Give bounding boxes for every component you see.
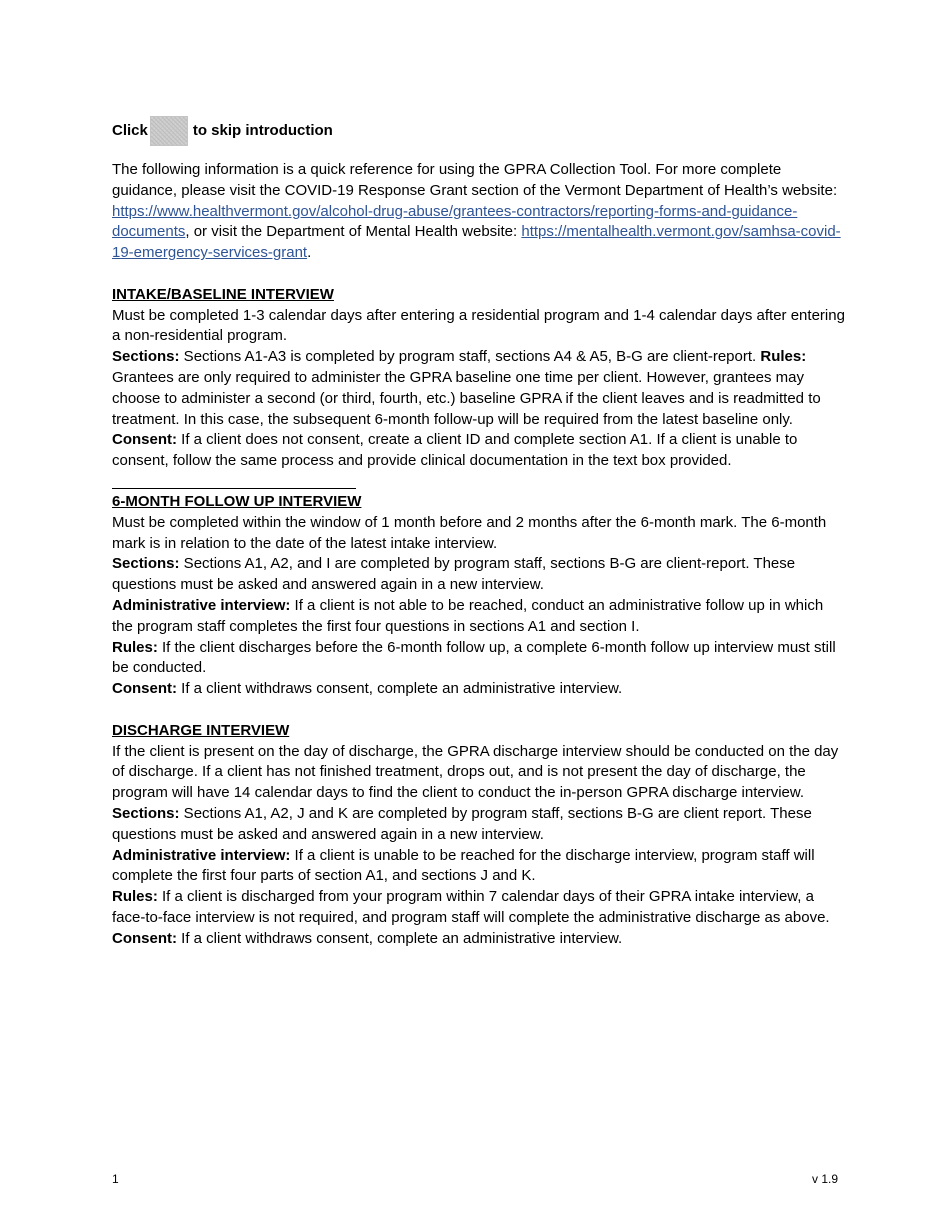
followup-section bbox=[112, 492, 847, 700]
intake-timing: Must be completed 1-3 calendar days after entering a residential program and 1-4 calendar days after entering a non-residential program. bbox=[112, 306, 845, 345]
intake-heading: INTAKE/BASELINE INTERVIEW bbox=[112, 285, 334, 303]
followup-rules bbox=[112, 638, 847, 680]
rules-label: Rules: bbox=[112, 638, 158, 656]
admin-text: If a client is not able to be reached, conduct an administrative follow up in which the program staff completes the first four questions in sections A1 and section I. bbox=[112, 596, 824, 635]
document-page bbox=[112, 118, 847, 949]
discharge-sections bbox=[112, 804, 847, 846]
rules-label: Rules: bbox=[112, 888, 158, 906]
followup-heading: 6-MONTH FOLLOW UP INTERVIEW bbox=[112, 492, 362, 510]
rules-text: If a client is discharged from your program within 7 calendar days of their GPRA intake interview, a face-to-face interview is not required, and program staff will complete the administrative discharge as above. bbox=[112, 888, 830, 926]
intake-section bbox=[112, 285, 847, 472]
followup-consent bbox=[112, 679, 847, 700]
discharge-rules bbox=[112, 887, 847, 929]
page-number: 1 bbox=[112, 1172, 119, 1186]
intake-consent bbox=[112, 430, 847, 472]
consent-text: If a client withdraws consent, complete an administrative interview. bbox=[177, 680, 623, 698]
mental-health-link[interactable]: https://mentalhealth.vermont.gov/samhsa-covid-19-emergency-services-grant bbox=[112, 223, 841, 262]
intro-text-3: . bbox=[307, 244, 312, 262]
consent-label: Consent: bbox=[112, 680, 177, 698]
discharge-section bbox=[112, 721, 847, 950]
version-label: v 1.9 bbox=[811, 1172, 838, 1186]
skip-introduction-row bbox=[112, 118, 847, 144]
admin-label: Administrative interview: bbox=[112, 596, 291, 614]
followup-admin bbox=[112, 596, 847, 638]
rules-label: Rules: bbox=[760, 348, 807, 366]
section-divider bbox=[112, 488, 356, 489]
discharge-timing: If the client is present on the day of discharge, the GPRA discharge interview should be conducted on the day of discharge. If a client has not finished treatment, drops out, and is not present the day of discharge, the program will have 14 calendar days to find the client to conduct the in-person GPRA discharge interview. bbox=[112, 742, 839, 802]
consent-text: If a client does not consent, create a client ID and complete section A1. If a client is unable to consent, follow the same process and provide clinical documentation in the text box provided. bbox=[112, 431, 798, 470]
admin-label: Administrative interview: bbox=[112, 846, 291, 864]
discharge-consent bbox=[112, 929, 847, 950]
skip-suffix: to skip introduction bbox=[192, 121, 333, 139]
health-vermont-link[interactable]: https://www.healthvermont.gov/alcohol-drug-abuse/grantees-contractors/reporting-forms-and-guidance-documents bbox=[112, 202, 798, 241]
sections-label: Sections: bbox=[112, 804, 180, 822]
sections-text: Sections A1, A2, and I are completed by program staff, sections B-G are client-report. These questions must be asked and answered again in a new interview. bbox=[112, 555, 796, 594]
consent-label: Consent: bbox=[112, 431, 177, 449]
sections-text: Sections A1-A3 is completed by program staff, sections A4 & A5, B-G are client-report. bbox=[179, 348, 761, 366]
discharge-admin bbox=[112, 846, 847, 888]
skip-prefix: Click bbox=[112, 121, 148, 139]
admin-text: If a client is unable to be reached for the discharge interview, program staff will complete the first four parts of section A1, and sections J and K. bbox=[112, 846, 815, 885]
skip-introduction-button[interactable] bbox=[150, 116, 188, 146]
intro-text-1: The following information is a quick reference for using the GPRA Collection Tool. For more complete guidance, please visit the COVID-19 Response Grant section of the Vermont Department of Health’s website: bbox=[112, 161, 838, 199]
sections-label: Sections: bbox=[112, 555, 180, 573]
sections-label: Sections: bbox=[112, 348, 180, 366]
sections-text: Sections A1, A2, J and K are completed by program staff, sections B-G are client report. These questions must be asked and answered again in a new interview. bbox=[112, 804, 812, 843]
discharge-heading: DISCHARGE INTERVIEW bbox=[112, 721, 290, 739]
rules-text: Grantees are only required to administer the GPRA baseline one time per client. However, grantees may choose to administer a second (or third, fourth, etc.) baseline GPRA if the client leaves and is readmitted to treatment. In this case, the subsequent 6-month follow-up will be required from the latest baseline only. bbox=[112, 368, 821, 428]
intro-text-2: , or visit the Department of Mental Health website: bbox=[185, 223, 522, 241]
intake-sections-rules bbox=[112, 347, 847, 430]
rules-text: If the client discharges before the 6-month follow up, a complete 6-month follow up interview must still be conducted. bbox=[112, 638, 836, 677]
consent-label: Consent: bbox=[112, 929, 177, 947]
intro-paragraph bbox=[112, 160, 847, 264]
consent-text: If a client withdraws consent, complete an administrative interview. bbox=[177, 929, 623, 947]
followup-timing: Must be completed within the window of 1 month before and 2 months after the 6-month mark. The 6-month mark is in relation to the date of the latest intake interview. bbox=[112, 513, 827, 552]
followup-sections bbox=[112, 554, 847, 596]
